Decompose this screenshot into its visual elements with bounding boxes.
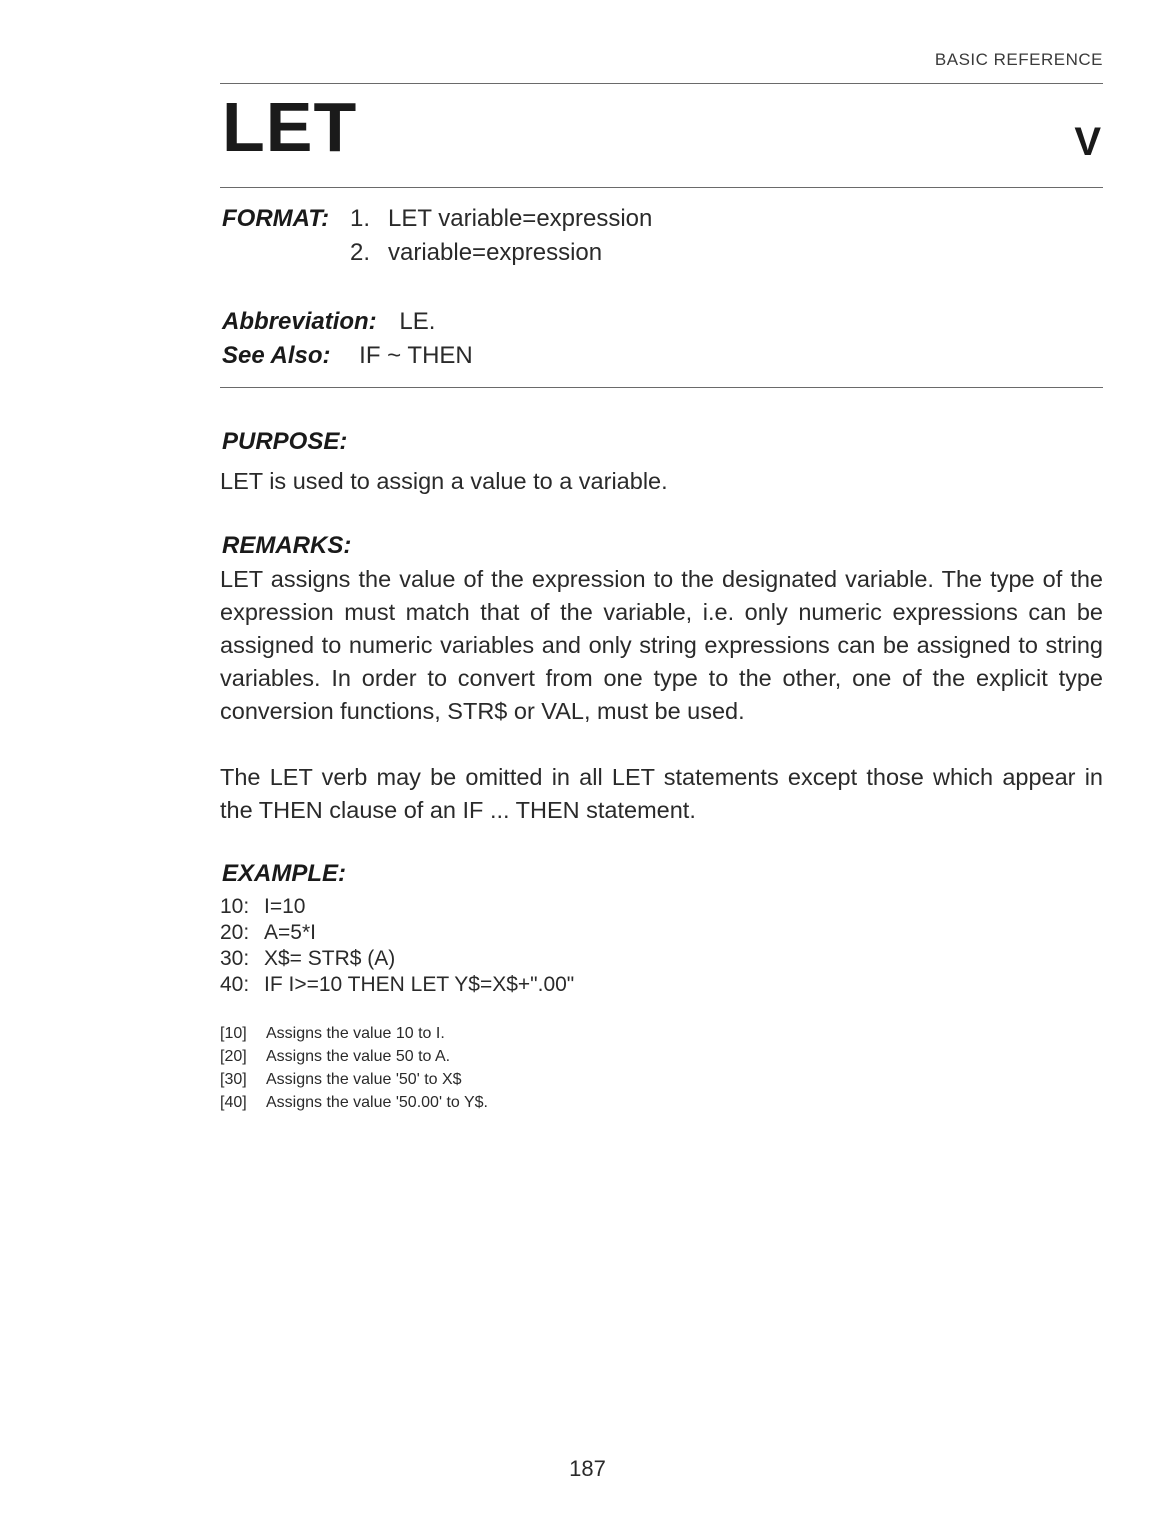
note-line <box>220 1022 488 1045</box>
note-text: Assigns the value 50 to A. <box>266 1048 451 1065</box>
code-line <box>220 920 574 946</box>
note-text: Assigns the value 10 to I. <box>266 1025 445 1042</box>
remarks-heading: REMARKS: <box>222 532 352 559</box>
note-text: Assigns the value '50.00' to Y$. <box>266 1094 488 1111</box>
note-ref: [10] <box>220 1025 247 1042</box>
example-heading: EXAMPLE: <box>222 860 347 887</box>
code-statement: A=5*I <box>264 921 316 944</box>
purpose-text: LET is used to assign a value to a variable. <box>220 468 668 494</box>
format-row <box>222 236 652 270</box>
code-line <box>220 894 574 920</box>
code-line-number: 10: <box>220 895 250 918</box>
format-item-text: variable=expression <box>388 239 603 266</box>
meta-divider <box>220 387 1103 388</box>
remarks-paragraph: LET assigns the value of the expression to the designated variable. The type of the expression must match that of the variable, i.e. only numeric expressions can be assigned to numeric variables and only string expressions can be assigned to string variables. In order to convert from one type to the other, one of the explicit type conversion functions, STR$ or VAL, must be used. <box>220 566 1103 724</box>
abbreviation-value: LE. <box>399 308 436 335</box>
note-ref: [30] <box>220 1071 247 1088</box>
note-text: Assigns the value '50' to X$ <box>266 1071 462 1088</box>
format-label: FORMAT: <box>222 205 330 232</box>
note-ref: [40] <box>220 1094 247 1111</box>
note-ref: [20] <box>220 1048 247 1065</box>
note-line <box>220 1091 488 1114</box>
version-tag: V <box>1074 120 1101 164</box>
format-item-number: 1. <box>350 205 371 232</box>
example-code <box>220 894 574 998</box>
code-line-number: 30: <box>220 947 250 970</box>
see-also-value: IF ~ THEN <box>359 342 473 369</box>
example-notes <box>220 1022 488 1114</box>
note-line <box>220 1068 488 1091</box>
code-statement: I=10 <box>264 895 306 918</box>
command-title: LET <box>222 88 358 166</box>
note-line <box>220 1045 488 1068</box>
code-line-number: 20: <box>220 921 250 944</box>
purpose-heading: PURPOSE: <box>222 428 348 455</box>
see-also-label: See Also: <box>222 342 331 369</box>
abbreviation-line <box>222 304 435 340</box>
format-row <box>222 202 652 236</box>
format-block <box>222 202 652 270</box>
section-header-label: BASIC REFERENCE <box>934 50 1103 69</box>
code-line <box>220 946 574 972</box>
see-also-line <box>222 338 473 374</box>
code-statement: IF I>=10 THEN LET Y$=X$+".00" <box>264 973 575 996</box>
title-divider <box>220 187 1103 188</box>
code-line-number: 40: <box>220 973 250 996</box>
remarks-paragraph: The LET verb may be omitted in all LET statements except those which appear in the THEN clause of an IF ... THEN statement. <box>220 764 1103 823</box>
header-divider <box>220 83 1103 84</box>
format-item-number: 2. <box>350 239 371 266</box>
code-line <box>220 972 574 998</box>
format-item-text: LET variable=expression <box>388 205 653 232</box>
page-number: 187 <box>569 1456 606 1481</box>
abbreviation-label: Abbreviation: <box>222 308 377 335</box>
code-statement: X$= STR$ (A) <box>264 947 396 970</box>
